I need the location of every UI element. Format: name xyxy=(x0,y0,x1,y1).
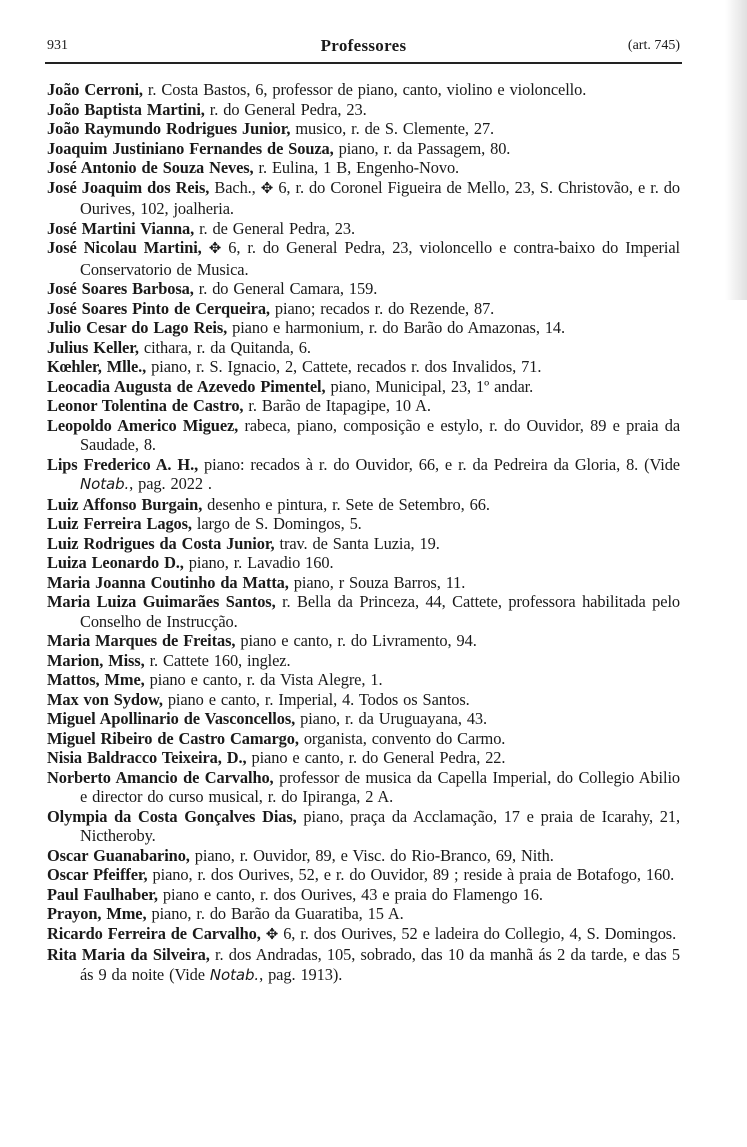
entry-details: piano e harmonium, r. do Barão do Amazonas, 14. xyxy=(227,318,566,337)
directory-entry xyxy=(47,299,680,319)
entry-details: r. de General Pedra, 23. xyxy=(194,218,355,238)
directory-entry xyxy=(47,357,680,377)
entry-name: Oscar Guanabarino, xyxy=(47,845,190,865)
entry-details: r. Barão de Itapagipe, 10 A. xyxy=(243,396,431,415)
page-title: Professores xyxy=(320,36,407,55)
decoration-medal-icon: ✥ xyxy=(260,180,274,197)
entry-name: Joaquim Justiniano Fernandes de Souza, xyxy=(47,138,334,158)
entry-name: José Antonio de Souza Neves, xyxy=(47,158,254,177)
entry-details: piano, r. Lavadio 160. xyxy=(183,553,334,572)
directory-entry xyxy=(47,279,680,299)
entry-name: Marion, Miss, xyxy=(47,650,145,670)
directory-entry xyxy=(47,534,680,554)
entry-name: Miguel Apollinario de Vasconcellos, xyxy=(47,709,296,728)
entry-details: Bach., xyxy=(209,177,261,197)
entry-details: r. Eulina, 1 B, Engenho-Novo. xyxy=(253,158,460,177)
entry-details: largo de S. Domingos, 5. xyxy=(191,514,362,533)
entry-details: piano, r. dos Ourives, 52, e r. do Ouvidor, 89 ; reside à praia de Botafogo, 160. xyxy=(147,865,675,884)
entry-name: Norberto Amancio de Carvalho, xyxy=(47,767,274,787)
entry-name: Julio Cesar do Lago Reis, xyxy=(47,318,228,337)
entry-details: , pag. 1913). xyxy=(259,964,343,984)
entry-name: Oscar Pfeiffer, xyxy=(47,865,148,884)
directory-entry xyxy=(47,338,680,358)
entry-name: João Raymundo Rodrigues Junior, xyxy=(47,119,291,138)
directory-entry xyxy=(47,318,680,338)
decoration-medal-icon: ✥ xyxy=(265,926,279,943)
directory-entry xyxy=(47,573,680,593)
entry-details: piano, r. Ouvidor, 89, e Visc. do Rio-Branco, 69, Nith. xyxy=(189,845,554,865)
entry-name: Rita Maria da Silveira, xyxy=(47,945,210,964)
entry-details: 6, r. do General Pedra, 23, violoncello e contra-baixo do Imperial Conservatorio de Musica. xyxy=(80,238,680,279)
entry-name: Lips Frederico A. H., xyxy=(47,454,199,474)
directory-entry xyxy=(47,119,680,139)
entry-details: piano e canto, r. dos Ourives, 43 e praia do Flamengo 16. xyxy=(157,884,543,904)
entry-name: Luiz Affonso Burgain, xyxy=(47,494,203,514)
directory-entry xyxy=(47,219,680,239)
entry-name: Ricardo Ferreira de Carvalho, xyxy=(47,923,261,943)
entry-details: piano, Municipal, 23, 1º andar. xyxy=(325,376,534,396)
directory-entry xyxy=(47,553,680,573)
running-header xyxy=(47,36,680,58)
entry-name: Maria Marques de Freitas, xyxy=(47,631,236,650)
entry-details: piano, r. da Passagem, 80. xyxy=(333,138,511,158)
entry-name: José Joaquim dos Reis, xyxy=(47,177,210,197)
entry-details: piano, r Souza Barros, 11. xyxy=(288,572,466,592)
entry-details: rabeca, piano, composição e estylo, r. do Ouvidor, 89 e praia da Saudade, 8. xyxy=(80,415,680,454)
entry-details: 6, r. dos Ourives, 52 e ladeira do Collegio, 4, S. Domingos. xyxy=(278,923,677,943)
directory-entry xyxy=(47,158,680,178)
entry-name: João Baptista Martini, xyxy=(47,99,205,119)
entry-name: Maria Joanna Coutinho da Matta, xyxy=(47,572,289,592)
directory-entry xyxy=(47,904,680,924)
entry-details: piano e canto, r. da Vista Alegre, 1. xyxy=(144,670,383,689)
entry-details: 6, r. do Coronel Figueira de Mello, 23, S. Christovão, e r. do Ourives, 102, joalheria. xyxy=(80,177,680,218)
directory-entry xyxy=(47,100,680,120)
entry-name: Kœhler, Mlle., xyxy=(47,357,147,376)
entry-details: , pag. 2022 . xyxy=(129,474,212,493)
directory-entry xyxy=(47,514,680,534)
entry-name: José Martini Vianna, xyxy=(47,218,195,238)
entry-details: r. do General Camara, 159. xyxy=(193,279,378,298)
directory-entry xyxy=(47,709,680,729)
entry-name: José Nicolau Martini, xyxy=(47,238,202,257)
entry-details: r. Cattete 160, inglez. xyxy=(144,650,291,670)
directory-entry xyxy=(47,238,680,279)
directory-entry xyxy=(47,396,680,416)
directory-entry xyxy=(47,139,680,159)
directory-entry xyxy=(47,885,680,905)
entry-details: piano e canto, r. do Livramento, 94. xyxy=(235,631,477,650)
directory-entry xyxy=(47,592,680,631)
directory-entry xyxy=(47,748,680,768)
entry-details: piano, praça da Acclamação, 17 e praia de Icarahy, 21, Nictheroby. xyxy=(80,806,680,845)
entry-name: Luiza Leonardo D., xyxy=(47,553,184,572)
directory-entry xyxy=(47,945,680,985)
decoration-medal-icon: ✥ xyxy=(208,241,222,257)
directory-entry xyxy=(47,495,680,515)
entry-name: Mattos, Mme, xyxy=(47,670,145,689)
entry-name: Max von Sydow, xyxy=(47,689,163,709)
directory-entry xyxy=(47,729,680,749)
entry-name: Miguel Ribeiro de Castro Camargo, xyxy=(47,728,299,748)
directory-entry xyxy=(47,865,680,885)
directory-entry xyxy=(47,651,680,671)
entry-name: Maria Luiza Guimarães Santos, xyxy=(47,592,276,611)
directory-entry xyxy=(47,807,680,846)
entry-name: Julius Keller, xyxy=(47,337,139,357)
entry-details: cithara, r. da Quitanda, 6. xyxy=(138,337,311,357)
entry-name: Prayon, Mme, xyxy=(47,904,147,923)
entry-name: Leopoldo Americo Miguez, xyxy=(47,415,239,435)
page-edge-shadow xyxy=(725,0,747,300)
entry-details: piano: recados à r. do Ouvidor, 66, e r. da Pedreira da Gloria, 8. (Vide xyxy=(198,454,680,474)
entry-details: piano e canto, r. do General Pedra, 22. xyxy=(246,748,506,767)
entry-name: Paul Faulhaber, xyxy=(47,884,158,904)
entry-details: musico, r. de S. Clemente, 27. xyxy=(290,119,495,138)
entry-details: piano, r. do Barão da Guaratiba, 15 A. xyxy=(146,904,404,923)
directory-entry xyxy=(47,846,680,866)
entry-details: piano e canto, r. Imperial, 4. Todos os Santos. xyxy=(162,689,470,709)
entry-name: Nisia Baldracco Teixeira, D., xyxy=(47,748,247,767)
directory-entry xyxy=(47,416,680,455)
directory-entry xyxy=(47,178,680,219)
article-reference: (art. 745) xyxy=(627,38,680,53)
entry-details: piano, r. da Uruguayana, 43. xyxy=(295,709,488,728)
directory-entries xyxy=(47,80,680,985)
directory-entry xyxy=(47,670,680,690)
entry-details: r. Costa Bastos, 6, professor de piano, canto, violino e violoncello. xyxy=(142,80,587,99)
header-rule xyxy=(45,62,682,64)
directory-entry xyxy=(47,80,680,100)
entry-name: João Cerroni, xyxy=(47,80,143,99)
italic-reference: Notab. xyxy=(209,965,260,984)
entry-name: José Soares Pinto de Cerqueira, xyxy=(47,298,270,318)
entry-details: r. do General Pedra, 23. xyxy=(204,99,367,119)
entry-details: desenho e pintura, r. Sete de Setembro, 66. xyxy=(202,494,490,514)
entry-name: Luiz Ferreira Lagos, xyxy=(47,514,192,533)
entry-name: José Soares Barbosa, xyxy=(47,279,194,298)
italic-reference: Notab. xyxy=(80,475,130,493)
entry-details: r. Bella da Princeza, 44, Cattete, professora habilitada pelo Conselho de Instrucção. xyxy=(80,592,681,631)
entry-details: piano; recados r. do Rezende, 87. xyxy=(269,298,495,318)
entry-name: Olympia da Costa Gonçalves Dias, xyxy=(47,806,297,826)
entry-details: piano, r. S. Ignacio, 2, Cattete, recados r. dos Invalidos, 71. xyxy=(146,357,542,376)
entry-name: Luiz Rodrigues da Costa Junior, xyxy=(47,533,275,553)
directory-entry xyxy=(47,690,680,710)
directory-entry xyxy=(47,631,680,651)
entry-name: Leonor Tolentina de Castro, xyxy=(47,396,244,415)
entry-details: r. dos Andradas, 105, sobrado, das 10 da manhã ás 2 da tarde, e das 5 ás 9 da noite (Vide xyxy=(80,945,680,984)
entry-details: organista, convento do Carmo. xyxy=(298,728,506,748)
entry-details: trav. de Santa Luzia, 19. xyxy=(274,533,440,553)
directory-entry xyxy=(47,455,680,495)
entry-name: Leocadia Augusta de Azevedo Pimentel, xyxy=(47,376,326,396)
directory-entry xyxy=(47,377,680,397)
directory-entry xyxy=(47,924,680,946)
directory-entry xyxy=(47,768,680,807)
page-number: 931 xyxy=(47,38,68,53)
entry-details xyxy=(202,238,209,257)
entry-details: professor de musica da Capella Imperial, do Collegio Abilio e director do curso musical, r. do Ipiranga, 2 A. xyxy=(80,767,680,806)
